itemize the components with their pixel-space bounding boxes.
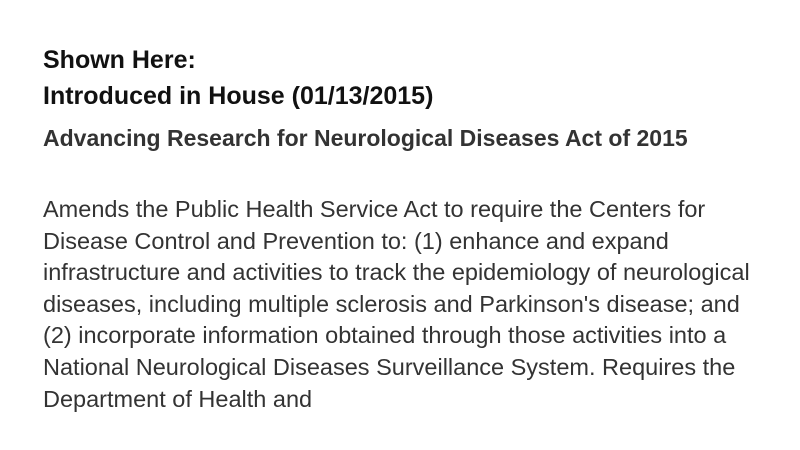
introduced-date-heading: Introduced in House (01/13/2015) [43,82,434,110]
shown-here-label: Shown Here: [43,46,196,74]
bill-summary-document [43,42,763,415]
summary-paragraph: Amends the Public Health Service Act to require the Centers for Disease Control and Prevention to: (1) enhance and expand infrastructure and activities to track the epidemiology of neurological diseases, including multiple sclerosis and Parkinson's disease; and (2) incorporate information obtained through those activities into a National Neurological Diseases Surveillance System. Requires the Department of Health and [43,196,750,412]
bill-title: Advancing Research for Neurological Diseases Act of 2015 [43,125,688,151]
